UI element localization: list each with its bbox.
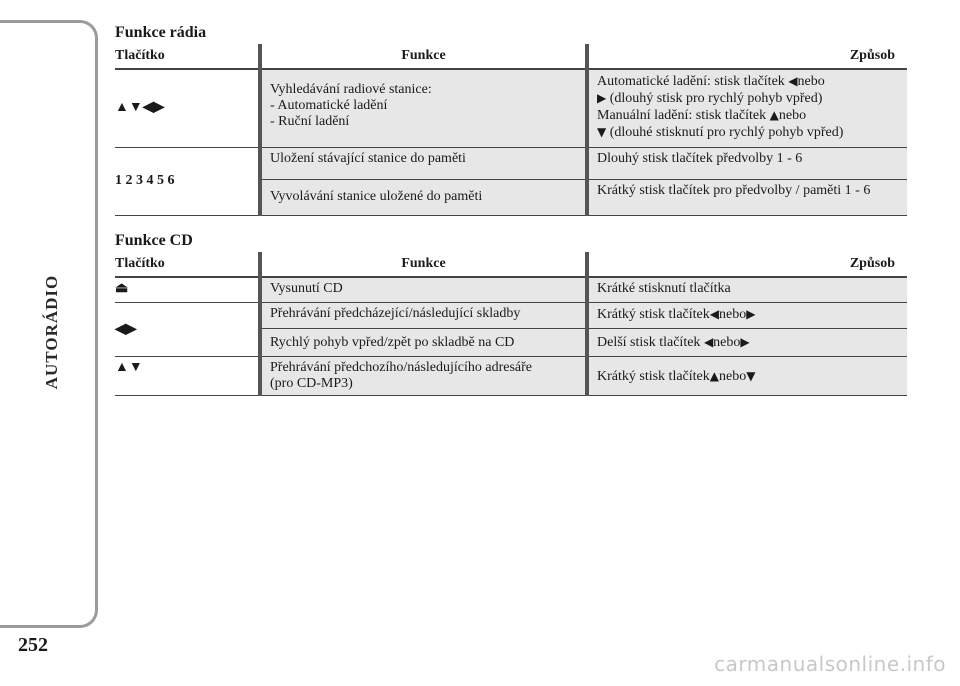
method-text: Manuální ladění: stisk tlačítek — [597, 108, 770, 123]
function-cell: Uložení stávající stanice do paměti — [260, 147, 587, 179]
left-right-arrows-icon: ◀▶ — [115, 303, 260, 357]
method-text: nebo — [719, 307, 747, 322]
header-function: Funkce — [260, 44, 587, 69]
method-text: (dlouhý stisk pro rychlý pohyb vpřed) — [606, 91, 823, 106]
function-cell: Rychlý pohyb vpřed/zpět po skladbě na CD — [260, 329, 587, 357]
method-line — [597, 90, 899, 107]
radio-table — [115, 44, 907, 216]
method-text: nebo — [713, 335, 741, 350]
function-cell: Přehrávání předcházející/následující skladby — [260, 303, 587, 329]
method-cell — [587, 303, 907, 329]
method-cell: Krátký stisk tlačítek pro předvolby / paměti 1 - 6 — [587, 179, 907, 215]
function-cell: Vysunutí CD — [260, 277, 587, 303]
method-cell — [587, 329, 907, 357]
method-text: nebo — [797, 74, 825, 89]
method-text: Krátký stisk tlačítek — [597, 368, 710, 384]
up-arrow-icon: ▲ — [709, 368, 719, 383]
method-line — [597, 124, 899, 141]
function-cell — [260, 357, 587, 396]
table-row — [115, 147, 907, 179]
method-text: Krátký stisk tlačítek — [597, 307, 710, 322]
eject-icon: ⏏ — [115, 277, 260, 303]
method-cell — [587, 357, 907, 396]
watermark: carmanualsonline.info — [714, 652, 946, 676]
left-arrow-icon: ◀ — [709, 307, 719, 321]
preset-buttons: 1 2 3 4 5 6 — [115, 147, 260, 215]
right-arrow-icon: ▶ — [597, 91, 607, 105]
function-cell — [260, 69, 587, 147]
header-method: Způsob — [587, 252, 907, 277]
method-line — [597, 73, 899, 90]
table-row — [115, 69, 907, 147]
function-line: Přehrávání předchozího/následujícího adresáře — [270, 360, 533, 375]
function-line: - Ruční ladění — [270, 114, 350, 129]
function-line: - Automatické ladění — [270, 98, 388, 113]
cd-table — [115, 252, 907, 397]
method-text: Automatické ladění: stisk tlačítek — [597, 74, 789, 89]
table-header-row — [115, 252, 907, 277]
method-text: nebo — [719, 368, 747, 384]
left-arrow-icon: ◀ — [703, 335, 714, 349]
function-cell: Vyvolávání stanice uložené do paměti — [260, 179, 587, 215]
method-cell — [587, 69, 907, 147]
radio-section-title: Funkce rádia — [115, 24, 207, 41]
right-arrow-icon: ▶ — [746, 307, 756, 321]
right-arrow-icon: ▶ — [740, 335, 750, 349]
table-row — [115, 357, 907, 396]
method-cell: Krátké stisknutí tlačítka — [587, 277, 907, 303]
method-text: (dlouhé stisknutí pro rychlý pohyb vpřed) — [606, 125, 844, 140]
table-row — [115, 277, 907, 303]
method-cell: Dlouhý stisk tlačítek předvolby 1 - 6 — [587, 147, 907, 179]
arrow-buttons-icon: ▲▼◀▶ — [115, 69, 260, 147]
method-text: Delší stisk tlačítek — [597, 335, 704, 350]
cd-section-title: Funkce CD — [115, 231, 193, 249]
function-line: Vyhledávání radiové stanice: — [270, 82, 432, 97]
down-arrow-icon: ▼ — [746, 368, 756, 383]
up-down-arrows-icon: ▲▼ — [115, 357, 260, 396]
header-function: Funkce — [260, 252, 587, 277]
up-arrow-icon: ▲ — [769, 108, 779, 122]
down-arrow-icon: ▼ — [597, 125, 607, 139]
table-header-row — [115, 44, 907, 69]
left-arrow-icon: ◀ — [788, 74, 798, 88]
method-text: nebo — [778, 108, 807, 123]
header-method: Způsob — [587, 44, 907, 69]
content — [115, 22, 907, 396]
method-line — [597, 107, 899, 124]
table-row — [115, 303, 907, 329]
header-button: Tlačítko — [115, 44, 260, 69]
section-side-label: AUTORÁDIO — [42, 274, 61, 390]
page-number: 252 — [18, 634, 48, 656]
header-button: Tlačítko — [115, 252, 260, 277]
function-line: (pro CD-MP3) — [270, 376, 353, 391]
